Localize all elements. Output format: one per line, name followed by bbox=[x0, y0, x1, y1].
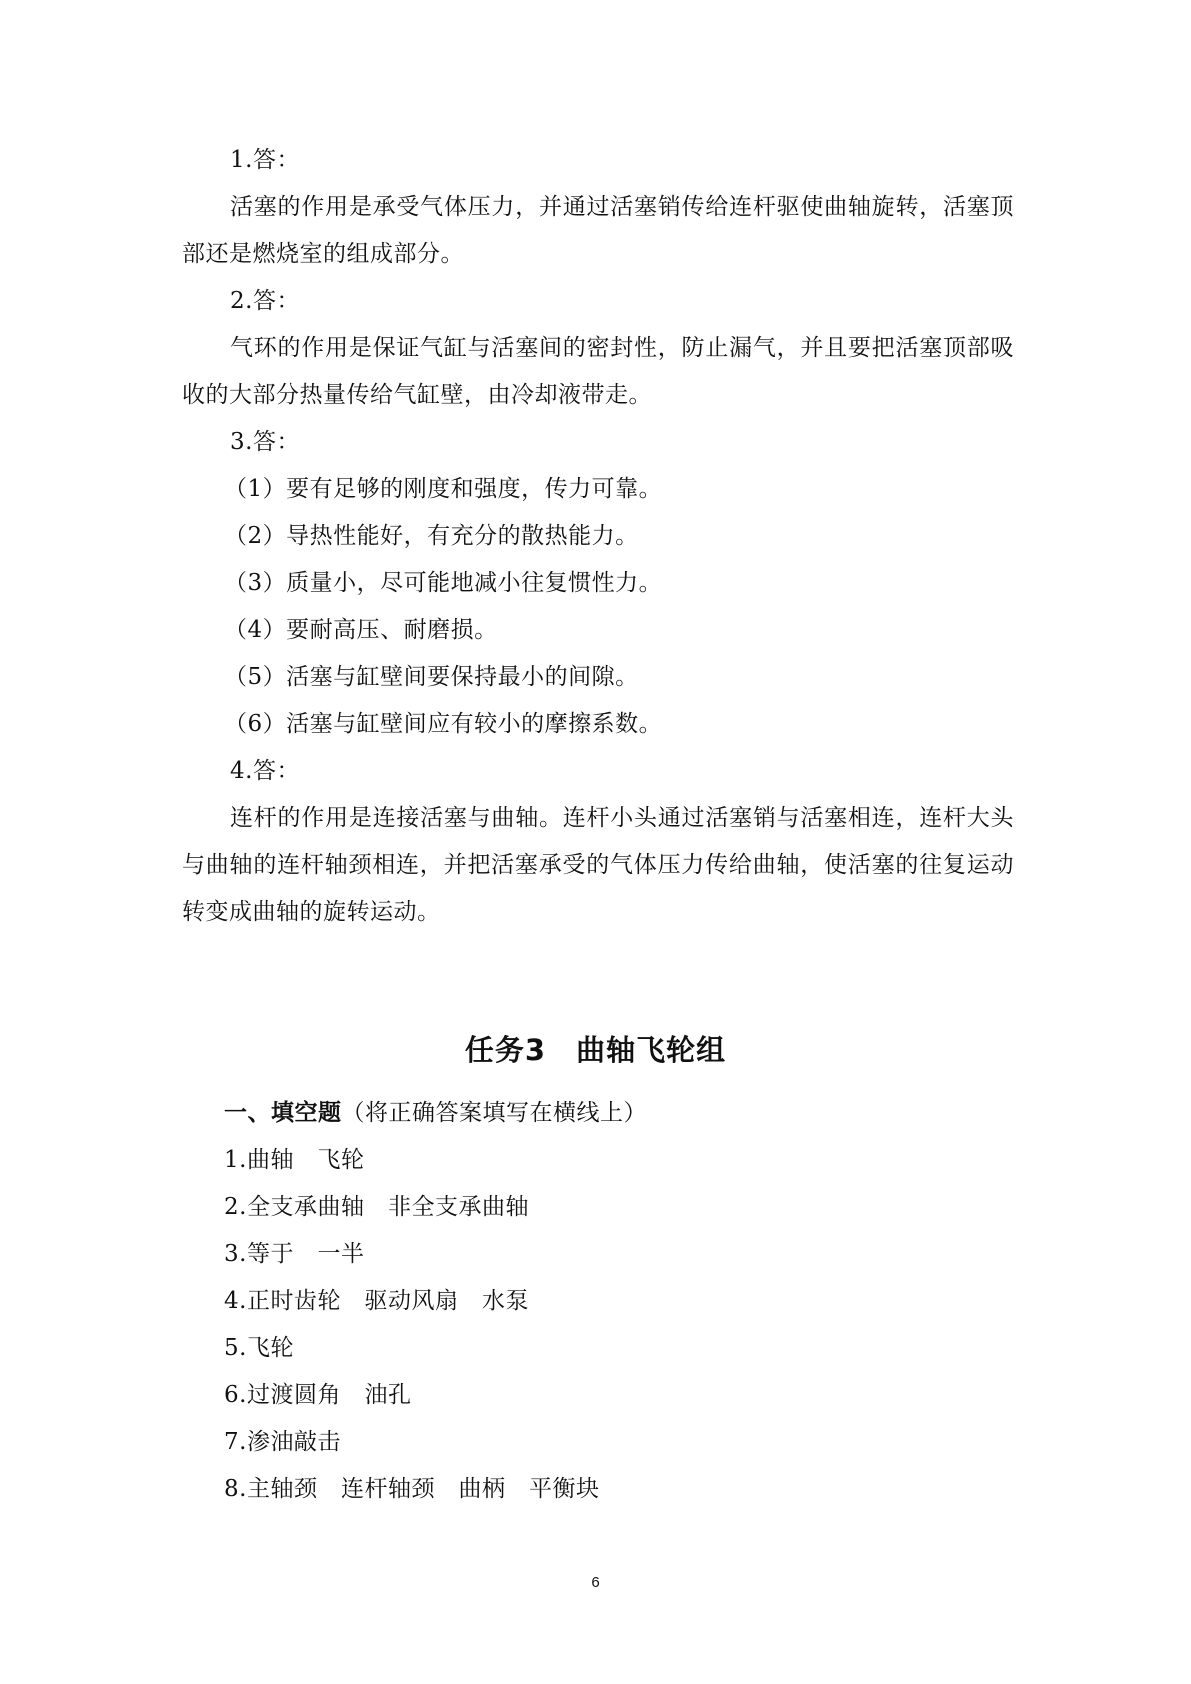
fill-blank-item: 2.全支承曲轴 非全支承曲轴 bbox=[224, 1194, 529, 1220]
answer-2-label: 2.答： bbox=[230, 288, 300, 314]
page-number: 6 bbox=[591, 1574, 600, 1591]
answer-3-item: （6）活塞与缸壁间应有较小的摩擦系数。 bbox=[224, 711, 663, 737]
answer-1-label: 1.答： bbox=[230, 147, 300, 173]
answer-3-item: （1）要有足够的刚度和强度，传力可靠。 bbox=[224, 476, 663, 502]
answer-1-text: 活塞的作用是承受气体压力，并通过活塞销传给连杆驱使曲轴旋转，活塞顶部还是燃烧室的组成部分。 bbox=[182, 194, 1014, 267]
answer-3-label: 3.答： bbox=[230, 429, 300, 455]
answer-3-item: （3）质量小，尽可能地减小往复惯性力。 bbox=[224, 570, 663, 596]
answer-3-item: （4）要耐高压、耐磨损。 bbox=[224, 617, 498, 643]
fill-blank-note: （将正确答案填写在横线上） bbox=[341, 1100, 647, 1126]
fill-blank-section bbox=[182, 1090, 1014, 1513]
answer-2-text: 气环的作用是保证气缸与活塞间的密封性，防止漏气，并且要把活塞顶部吸收的大部分热量传给气缸壁，由冷却液带走。 bbox=[182, 335, 1014, 408]
answers-section bbox=[182, 137, 1014, 936]
task-heading: 任务3 曲轴飞轮组 bbox=[464, 1033, 727, 1067]
answer-3-item: （5）活塞与缸壁间要保持最小的间隙。 bbox=[224, 664, 639, 690]
answer-3-item: （2）导热性能好，有充分的散热能力。 bbox=[224, 523, 639, 549]
fill-blank-item: 4.正时齿轮 驱动风扇 水泵 bbox=[224, 1288, 529, 1314]
fill-blank-item: 1.曲轴 飞轮 bbox=[224, 1147, 365, 1173]
fill-blank-item: 5.飞轮 bbox=[224, 1335, 294, 1361]
answer-4-label: 4.答： bbox=[230, 758, 300, 784]
fill-blank-item: 6.过渡圆角 油孔 bbox=[224, 1382, 412, 1408]
fill-blank-title: 一、填空题 bbox=[224, 1100, 342, 1126]
fill-blank-item: 7.渗油敲击 bbox=[224, 1429, 341, 1455]
answer-4-text: 连杆的作用是连接活塞与曲轴。连杆小头通过活塞销与活塞相连，连杆大头与曲轴的连杆轴颈相连，并把活塞承受的气体压力传给曲轴，使活塞的往复运动转变成曲轴的旋转运动。 bbox=[182, 805, 1014, 925]
fill-blank-item: 8.主轴颈 连杆轴颈 曲柄 平衡块 bbox=[224, 1476, 600, 1502]
fill-blank-heading bbox=[182, 1090, 1014, 1137]
fill-blank-item: 3.等于 一半 bbox=[224, 1241, 365, 1267]
